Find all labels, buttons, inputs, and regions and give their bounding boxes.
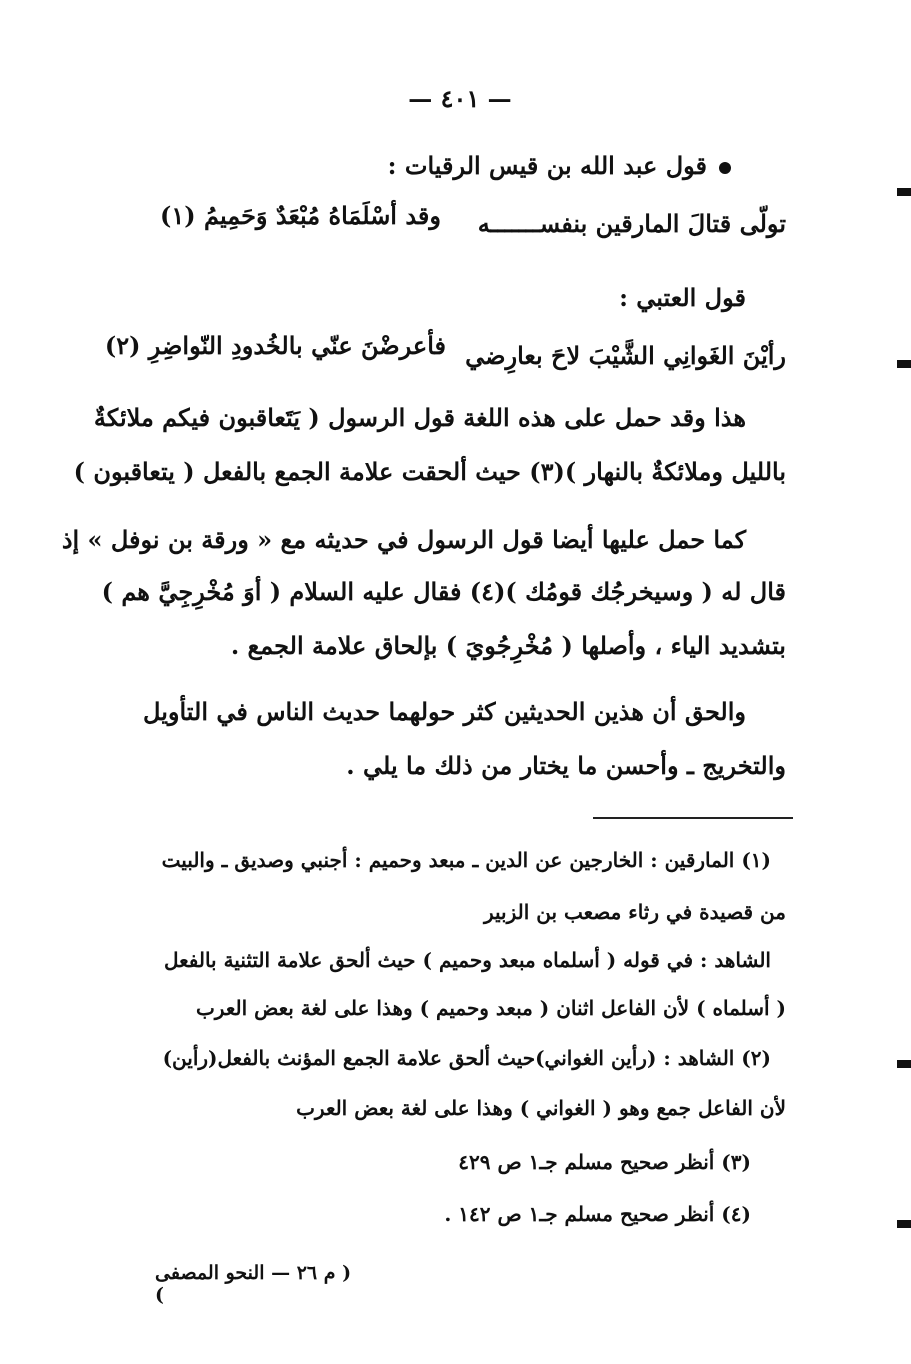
paragraph2-line2: قال له ( وسيخرجُك قومُك )(٤) فقال عليه السلام ( أوَ مُخْرِجِيَّ هم ) (101, 577, 786, 606)
section1-verse-second: وقد أسْلَمَاهُ مُبْعَدٌ وَحَمِيمُ (١) (160, 201, 441, 230)
section1-heading-line (388, 150, 731, 182)
paragraph3-line2: والتخريج ـ وأحسن ما يختار من ذلك ما يلي . (346, 751, 786, 780)
bullet-icon (719, 162, 731, 174)
section1-verse-first: تولّى قتالَ المارقين بنفســـــــه (477, 209, 786, 238)
paragraph1-line1: هذا وقد حمل على هذه اللغة قول الرسول ( يَتَعاقبون فيكم ملائكةٌ (93, 403, 746, 432)
footnote-1-line2: من قصيدة في رثاء مصعب بن الزبير (483, 900, 786, 924)
footnote-1-line4: ( أسلماه ) لأن الفاعل اثنان ( مبعد وحميم ) وهذا على لغة بعض العرب (195, 996, 786, 1020)
margin-mark (897, 188, 911, 196)
section2-heading: قول العتبي : (619, 283, 746, 312)
footnote-4: (٤) أنظر صحيح مسلم جـ١ ص ١٤٢ . (444, 1202, 751, 1226)
footnote-divider (593, 817, 793, 819)
section1-heading: قول عبد الله بن قيس الرقيات : (387, 151, 707, 180)
footnote-1-line1: (١) المارقين : الخارجين عن الدين ـ مبعد وحميم : أجنبي وصديق ـ والبيت (161, 848, 771, 872)
footnote-1-line3: الشاهد : في قوله ( أسلماه مبعد وحميم ) حيث ألحق علامة التثنية بالفعل (163, 948, 771, 972)
paragraph2-line3: بتشديد الياء ، وأصلها ( مُخْرِجُويَ ) بإلحاق علامة الجمع . (230, 631, 786, 660)
paragraph1-line2: بالليل وملائكةٌ بالنهار )(٣) حيث ألحقت علامة الجمع بالفعل ( يتعاقبون ) (73, 457, 786, 486)
paragraph2-line1: كما حمل عليها أيضا قول الرسول في حديثه مع « ورقة بن نوفل » إذ (61, 525, 746, 554)
section2-verse-second: فأعرضْنَ عنّي بالخُدودِ النّواضِرِ (٢) (104, 331, 446, 360)
section2-verse-first: رأيْنَ الغَوانِي الشَّيْبَ لاحَ بعارِضي (465, 341, 786, 370)
footnote-2-line1: (٢) الشاهد : (رأين الغواني)حيث ألحق علامة الجمع المؤنث بالفعل(رأين) (162, 1046, 771, 1070)
margin-mark (897, 1220, 911, 1228)
paragraph3-line1: والحق أن هذين الحديثين كثر حولهما حديث الناس في التأويل (143, 697, 746, 726)
bottom-signature-note: ( م ٢٦ — النحو المصفى ) (155, 1262, 352, 1306)
footnote-2-line2: لأن الفاعل جمع وهو ( الغواني ) وهذا على لغة بعض العرب (296, 1096, 786, 1120)
footnote-3: (٣) أنظر صحيح مسلم جـ١ ص ٤٢٩ (458, 1150, 751, 1174)
margin-mark (897, 360, 911, 368)
margin-mark (897, 1060, 911, 1068)
page-number: — ٤٠١ — (408, 84, 512, 113)
